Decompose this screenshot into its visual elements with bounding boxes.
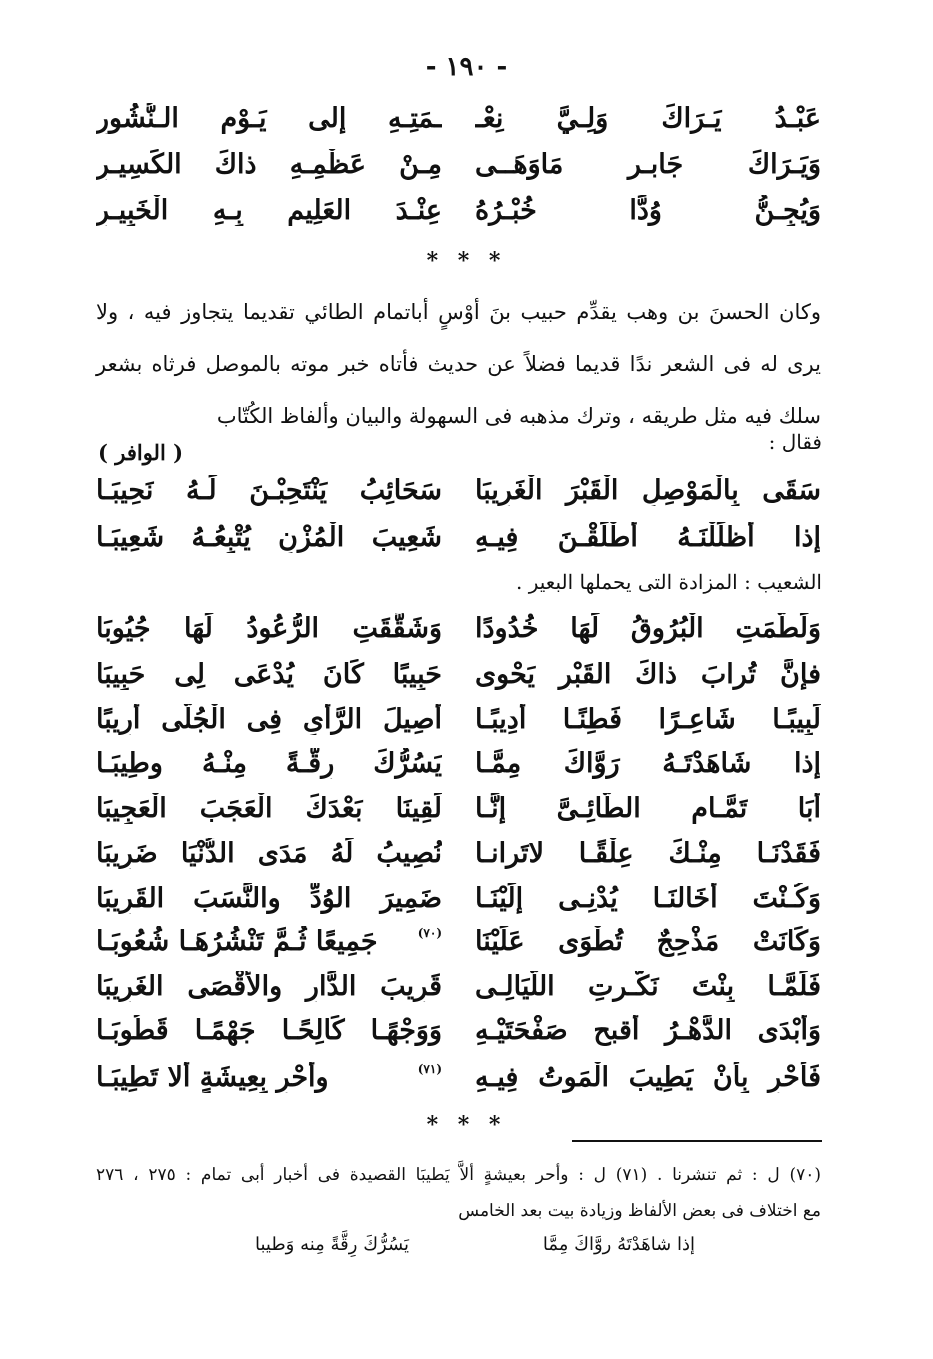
verse-hemistich-left: حَبِيبًا كَانَ يُدْعَى لِى حَبِيبَا — [96, 658, 442, 690]
gloss-note: الشعيب : المزادة التى يحملها البعير . — [516, 570, 822, 594]
verse-line — [96, 788, 821, 828]
page-number: - ١٩٠ - — [425, 52, 508, 82]
footnote-mark: (٧١) — [417, 1061, 442, 1076]
section-separator: * * * — [426, 248, 507, 274]
verse-hemistich-right: وَأبْدَى الدَّهْـرُ أقبح صَفْحَتَيْـهِ — [475, 1014, 821, 1046]
meter-label: ( الوافر ) — [98, 440, 184, 465]
verse-line — [96, 743, 821, 783]
verse-line — [96, 1010, 821, 1050]
verse-hemistich-left: سَحَائِبُ يَنْتَحِبْـنَ لَـهُ نَحِيبَـا — [96, 474, 442, 506]
verse-hemistich-left: مِـنْ عَظْمِـهِ ذاكَ الكَسِيـرِ — [96, 148, 442, 180]
verse-hemistich-left: نُصِيبُ لَهُ مَدَى الدُّنْيَا ضَرِيبَا — [96, 837, 442, 869]
verse-line — [96, 966, 821, 1006]
verse-hemistich-left — [96, 1062, 442, 1093]
footnote-line: مع اختلاف فى بعض الألفاظ وزيادة بيت بعد الخامس — [458, 1201, 821, 1221]
verse-line — [96, 98, 821, 138]
footnote-verse-left: يَسُرُّكَ رِقَّةً مِنه وَطيبا — [255, 1234, 410, 1255]
verse-hemistich-left: وَوَجْهًـا كَالِحًـا جَهْمًـا قَطُوبَـا — [96, 1014, 442, 1046]
verse-hemistich-right: وَكُـنْتَ أخَالنَـا يُدْنِـى إلَيْنَـا — [475, 882, 821, 914]
verse-line — [96, 1057, 821, 1097]
verse-hemistich-right: فَأحْرِ بِأنْ يَطِيبَ الْمَوتُ فِيـهِ — [475, 1061, 821, 1093]
verse-hemistich-left: ضَمِيرَ الوُدِّ والنَّسَبَ القَرِيبَا — [96, 882, 442, 914]
footnote-rule — [572, 1140, 822, 1142]
verse-line — [96, 699, 821, 739]
verse-line — [96, 833, 821, 873]
footnote-mark: (٧٠) — [417, 925, 442, 940]
verse-hemistich-right: وَلَطَّمَتِ الْبُرُوقُ لَهَا خُدُودًا — [475, 612, 821, 644]
verse-line — [96, 654, 821, 694]
footnote-verse — [255, 1234, 695, 1255]
faqal-label: فقال : — [768, 430, 822, 454]
verse-hemistich-right: أبَا تَمَّـامٍ الطَّائِـىَّ إنَّـا — [475, 792, 821, 824]
verse-hemistich-right: وَيَـرَاكَ جَابـر مَاوَهَــى — [475, 148, 821, 180]
section-separator: * * * — [426, 1112, 507, 1138]
verse-hemistich-left: عِنْـدَ العَلِيمِ بِـهِ الْخَبِيـرِ — [96, 194, 442, 226]
verse-line — [96, 517, 821, 557]
verse-hemistich-left: لَقِينَا بَعْدَكَ الْعَجَبَ الْعَجِيبَا — [96, 792, 442, 824]
verse-hemistich-left: قَرِيبَ الدَّارِ والأقْصَى الغَرِيبَا — [96, 970, 442, 1002]
verse-hemistich-right: عَبْـدُ يَـرَاكَ وَلِـيَّ نِعْـ — [475, 102, 821, 134]
verse-hemistich-left: وَشَقَّقَتِ الرُّعُودُ لَهَا جُيُوبَا — [96, 612, 442, 644]
verse-hemistich-right: فَلَمَّـا بِنْتَ نَكَّـرتِ اللَّيَالِـى — [475, 970, 821, 1002]
verse-line — [96, 608, 821, 648]
verse-line — [96, 190, 821, 230]
verse-hemistich-right: لَبِيبًـا شَاعِـرًا فَطِنًـا أدِيبًـا — [475, 703, 821, 735]
verse-line — [96, 878, 821, 918]
verse-hemistich-right: فإنَّ تُرابَ ذاكَ القَبْرِ يَحْوى — [475, 658, 821, 690]
verse-hemistich-left: ـمَتِـهِ إلى يَـوْمِ الـنُّشُورِ — [96, 102, 442, 134]
verse-hemistich-right: إذا أظلَلْنَـهُ أطْلَقْـنَ فِيـهِ — [475, 521, 821, 553]
verse-hemistich-right: فَقَدْنَـا مِنْـكَ عِلْقًـا لاتَرانـا — [475, 837, 821, 869]
footnote-line: (٧٠) ل : ثم تنشرنا . (٧١) ل : وأحر بعيشةٍ ألاَّ يَطيبَا القصيدة فى أخبار أبى تمام : ٢٧٥ ، ٢٧٦ — [96, 1165, 821, 1185]
verse-line — [96, 470, 821, 510]
verse-hemistich-text: وأحْرِ بِعِيشَةٍ ألا تَطِيبَـا — [96, 1061, 329, 1093]
verse-hemistich-right: وَيُجِـنُّ وُدًّا خُبْـرُهُ — [475, 194, 821, 226]
verse-hemistich-right: وَكَانَتْ مَذْحِجٌ تُطْوَى عَلَيْنَا — [475, 925, 821, 957]
verse-line — [96, 921, 821, 961]
verse-hemistich-left: يَسُرُّكَ رِقَّـةً مِنْـهُ وطِيبَـا — [96, 747, 442, 779]
verse-hemistich-right: إذا شَاهَدْتَـهُ رَوَّاكَ مِمَّـا — [475, 747, 821, 779]
footnote-verse-right: إذا شاهَدْتَهُ روَّاكَ مِمَّا — [542, 1234, 695, 1255]
verse-hemistich-right: سَقَى بِالْمَوْصِلِ الْقَبْرَ الْغَرِيبَا — [475, 474, 821, 506]
verse-hemistich-left: شَعِيبَ الْمُزْنِ يُتْبِعُـهُ شَعِيبَـا — [96, 521, 442, 553]
verse-hemistich-text: جَمِيعًا ثُـمَّ تَنْشُرُهَـا شُعُوبَـا — [96, 925, 378, 957]
verse-hemistich-left — [96, 926, 442, 957]
verse-line — [96, 144, 821, 184]
prose-paragraph: وكان الحسنَ بن وهب يقدِّم حبيب بنَ أوْسٍ أباتمام الطائي تقديما يتجاوز فيه ، ولا يرى له فى الشعر ندًا قديما فضلاً عن حديث فأتاه خبر موته بالموصل فرثاه بشعر سلك فيه مثل طريقه ، وترك مذهبه فى السهولة والبيان وألفاظ الكُتّاب — [96, 300, 821, 428]
verse-hemistich-left: أصِيلَ الرَّأْىِ فِى الْجُلَّى أرِيبًا — [96, 703, 442, 735]
